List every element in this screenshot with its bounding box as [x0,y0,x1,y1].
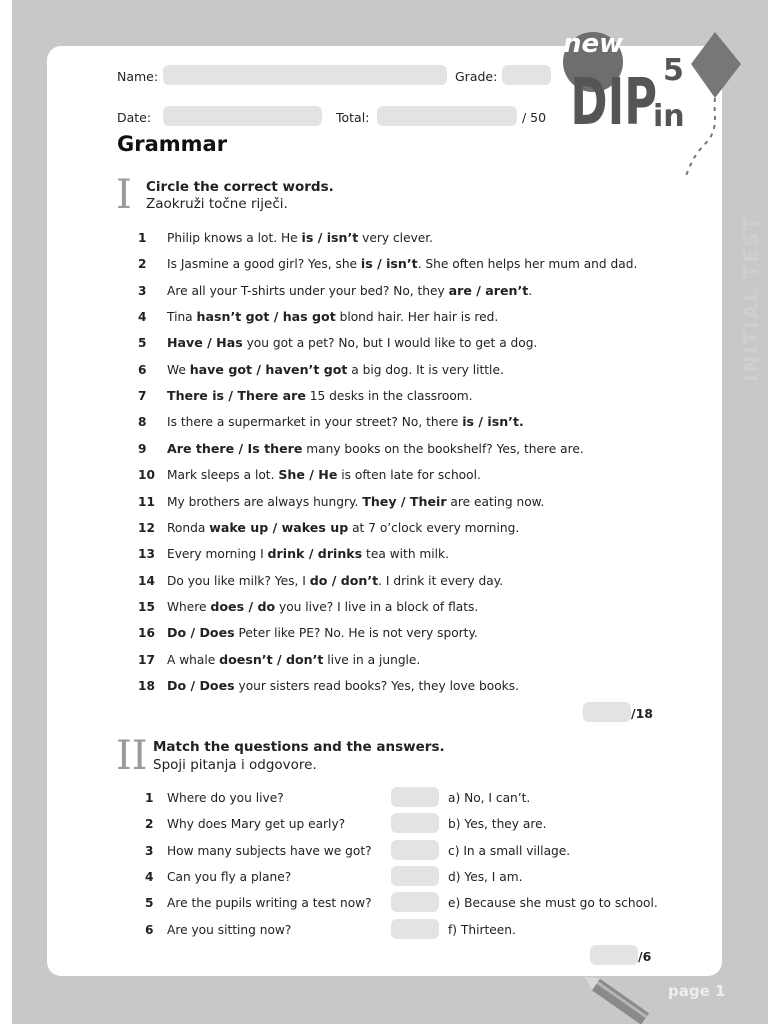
name-field[interactable] [163,65,447,85]
item-text-after: is often late for school. [337,468,481,483]
item-number: 8 [138,415,147,430]
section-2-instruction-hr: Spoji pitanja i odgovore. [153,757,317,773]
logo-new-text: new [563,29,624,59]
item-number: 11 [138,494,155,509]
item-number: 13 [138,547,155,562]
total-field[interactable] [377,106,517,126]
question-number: 5 [145,896,154,911]
question-number: 3 [145,843,154,858]
exercise-1-item [138,652,420,667]
date-label: Date: [117,110,152,125]
item-number: 10 [138,468,155,483]
item-text-before: Every morning I [167,547,268,562]
item-text-after: you got a pet? No, but I would like to get a dog. [242,336,538,351]
item-text-before: Is there a supermarket in your street? No, there [167,415,463,430]
item-text-after: . I drink it every day. [378,573,504,588]
question-text: Can you fly a plane? [167,869,292,884]
question-text: How many subjects have we got? [167,843,372,858]
exercise-1-item [138,388,473,403]
item-choice[interactable]: wake up / wakes up [209,519,349,535]
item-choice[interactable]: is / isn’t. [462,414,524,430]
item-text-before: Are all your T-shirts under your bed? No, they [167,283,449,298]
match-question [145,923,291,937]
item-text-after: are eating now. [446,494,545,509]
section-2-instruction-en: Match the questions and the answers. [153,739,445,755]
item-choice[interactable]: Do / Does [167,677,235,693]
section-1-instruction-hr: Zaokruži točne riječi. [146,196,288,212]
item-number: 16 [138,626,155,641]
item-text-before: Do you like milk? Yes, I [167,573,310,588]
date-field[interactable] [163,106,322,126]
total-label: Total: [336,110,370,125]
item-number: 1 [138,231,147,245]
item-text-before: My brothers are always hungry. [167,494,363,509]
item-number: 5 [138,336,147,351]
item-number: 17 [138,652,155,667]
item-choice[interactable]: They / Their [362,493,447,509]
question-text: Are you sitting now? [167,922,292,937]
page-number: page 1 [668,982,726,1000]
exercise-1-item [138,599,478,614]
question-text: Why does Mary get up early? [167,817,346,832]
item-text-after: . [528,283,533,298]
item-choice[interactable]: have got / haven’t got [189,361,348,377]
section-2-score-label: /6 [638,949,652,964]
dip-in-logo [555,14,755,188]
item-number: 12 [138,520,155,535]
item-text-before: We [167,362,190,377]
exercise-1-item [138,256,637,271]
section-1-score-box[interactable] [583,702,631,722]
exercise-1-item [138,678,519,693]
question-number: 2 [145,817,154,832]
item-text-after: at 7 o’clock every morning. [348,520,520,535]
exercise-1-item [138,573,503,588]
match-answer: a) No, I can’t. [448,791,531,805]
item-text-after: very clever. [358,231,434,245]
section-1-numeral: I [116,172,132,218]
question-number: 1 [145,791,154,805]
pencil-icon [583,975,653,1024]
exercise-1-item [138,520,519,535]
item-text-before: Where [167,599,211,614]
exercise-1-item [138,309,498,324]
item-choice[interactable]: doesn’t / don’t [219,651,324,667]
answer-box[interactable] [391,840,439,860]
match-answer: b) Yes, they are. [448,817,547,832]
total-max: / 50 [522,110,547,125]
item-text-before: Philip knows a lot. He [167,231,302,245]
match-question [145,844,372,858]
side-label-initial-test [739,302,763,382]
item-text-after: blond hair. Her hair is red. [335,310,499,325]
item-text-before: A whale [167,652,220,667]
item-choice[interactable]: do / don’t [309,572,379,588]
item-choice[interactable]: Are there / Is there [167,440,303,456]
item-text-after: you live? I live in a block of flats. [275,599,479,614]
side-tab-bottom [722,436,768,1024]
item-number: 3 [138,283,147,298]
item-text-before: Mark sleeps a lot. [167,468,279,483]
item-choice[interactable]: hasn’t got / has got [196,309,336,325]
item-choice[interactable]: is / isn’t [360,256,418,272]
answer-box[interactable] [391,787,439,807]
match-answer: c) In a small village. [448,843,571,858]
item-number: 9 [138,441,147,456]
item-number: 15 [138,599,155,614]
question-number: 6 [145,922,154,937]
question-text: Are the pupils writing a test now? [167,896,372,911]
grade-field[interactable] [502,65,551,85]
exercise-1-item [138,283,532,298]
item-number: 14 [138,573,155,588]
exercise-1-item [138,625,478,640]
item-choice[interactable]: are / aren’t [448,282,529,298]
item-choice[interactable]: drink / drinks [267,546,363,562]
exercise-1-item [138,546,449,561]
logo-dip-text: DIP [570,66,658,141]
answer-box[interactable] [391,866,439,886]
answer-box[interactable] [391,919,439,939]
item-text-after: many books on the bookshelf? Yes, there are. [302,441,584,456]
item-text-after: live in a jungle. [323,652,421,667]
answer-box[interactable] [391,892,439,912]
exercise-1-item [138,494,544,509]
answer-box[interactable] [391,813,439,833]
match-answer: d) Yes, I am. [448,869,523,884]
question-text: Where do you live? [167,791,284,805]
section-2-numeral: II [116,733,148,779]
match-answer: f) Thirteen. [448,922,516,937]
match-question [145,817,345,831]
item-text-after: your sisters read books? Yes, they love books. [234,678,519,693]
section-1-score-label: /18 [631,706,653,721]
exercise-1-item [138,335,537,350]
kite-icon [691,32,741,98]
name-label: Name: [117,69,159,84]
exercise-1-item [138,441,584,456]
question-number: 4 [145,869,154,884]
item-text-after: 15 desks in the classroom. [305,389,473,404]
section-2-score-box[interactable] [590,945,638,965]
item-choice[interactable]: She / He [278,467,338,483]
exercise-1-item [138,414,524,429]
item-number: 7 [138,389,147,404]
logo-in-text: in [653,99,685,134]
match-question [145,896,372,910]
logo-five-text: 5 [663,53,684,88]
item-choice[interactable]: Have / Has [167,335,243,351]
exercise-1-item [138,467,481,482]
item-text-before: Ronda [167,520,210,535]
exercise-1-item [138,362,504,377]
item-number: 6 [138,362,147,377]
item-choice[interactable]: There is / There are [167,388,306,404]
exercise-1-item [138,230,433,245]
item-number: 4 [138,310,147,325]
item-number: 2 [138,257,147,272]
match-answer: e) Because she must go to school. [448,896,658,911]
kite-tail-icon [685,98,715,179]
item-text-before: Is Jasmine a good girl? Yes, she [167,257,361,272]
grade-label: Grade: [455,69,498,84]
item-text-before: Tina [167,310,197,325]
page-title: Grammar [117,132,228,156]
section-1-instruction-en: Circle the correct words. [146,179,334,195]
item-choice[interactable]: does / do [210,598,276,614]
item-text-after: a big dog. It is very little. [347,362,504,377]
item-choice[interactable]: Do / Does [167,625,235,641]
item-text-after: Peter like PE? No. He is not very sporty. [234,626,478,641]
item-choice[interactable]: is / isn’t [301,230,359,245]
item-number: 18 [138,678,155,693]
match-question [145,791,284,805]
item-text-after: . She often helps her mum and dad. [417,257,638,272]
item-text-after: tea with milk. [362,547,449,562]
match-question [145,870,291,884]
